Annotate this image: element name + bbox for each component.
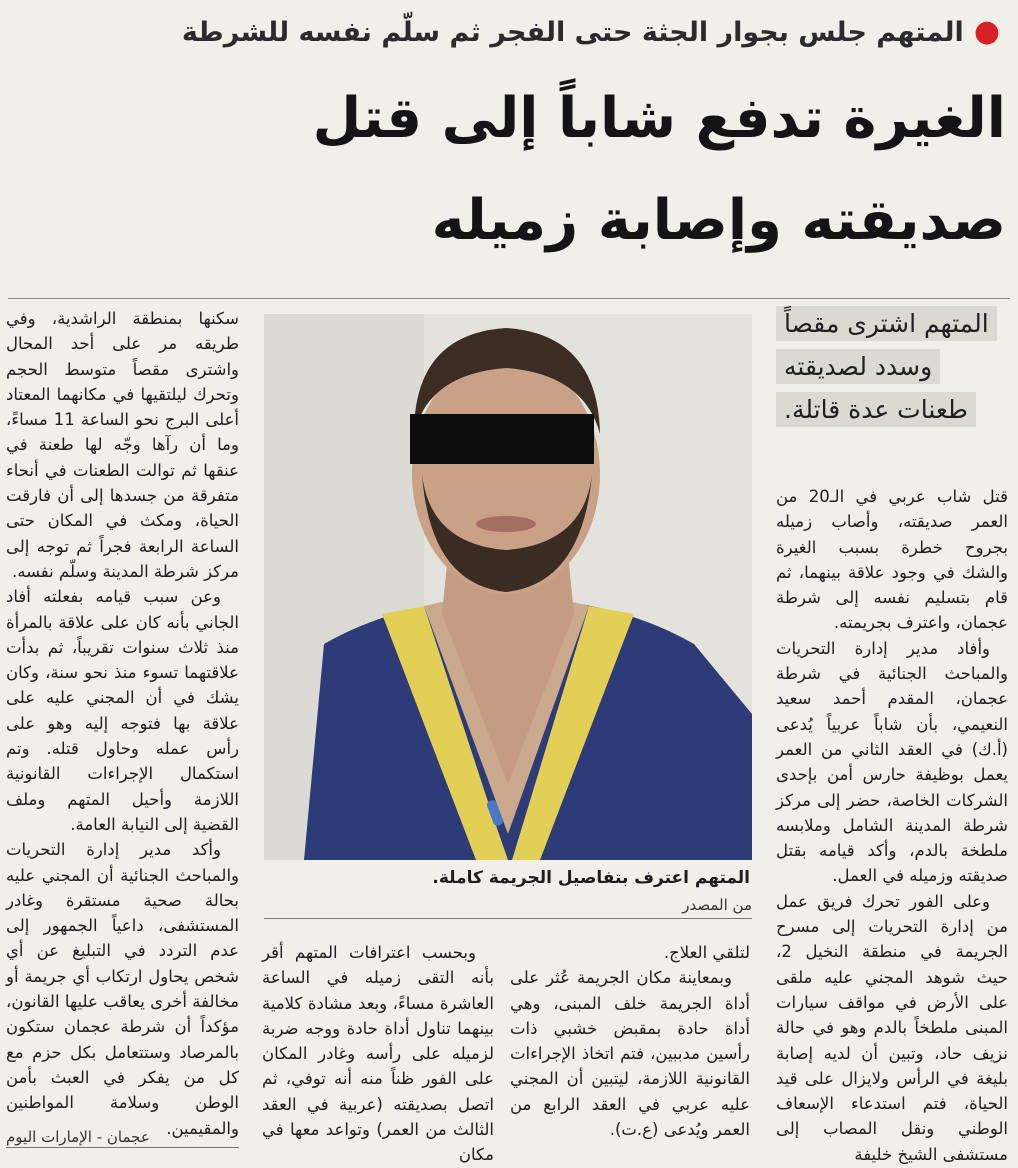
paragraph: وأكد مدير إدارة التحريات والمباحث الجنائية أن المجني عليه بحالة صحية مستقرة وغادر المستشفى، داعياً الجمهور إلى عدم التردد في التبليغ عن أي شخص يحاول ارتكاب أي جريمة أو مخالفة أخرى يعاقب عليها القانون، مؤكداً أن شرطة عجمان ستكون بالمرصاد وستتعامل بكل حزم مع كل من يفكر في العبث بأمن الوطن وسلامة المواطنين والمقيمين. — [6, 840, 239, 1138]
paragraph: وعن سبب قيامه بفعلته أفاد الجاني بأنه كان على علاقة بالمرأة منذ ثلاث سنوات تقريباً، ثم بدأت علاقتهما تسوء منذ نحو سنة، وكان يشك في أن المجني عليه على علاقة بها فتوجه إليه وهو على رأس عمله وحاول قتله. وتم استكمال الإجراءات القانونية اللازمة وأحيل المتهم وملف القضية إلى النيابة العامة. — [6, 587, 239, 834]
kicker-text: المتهم جلس بجوار الجثة حتى الفجر ثم سلّم نفسه للشرطة — [181, 17, 964, 48]
paragraph: قتل شاب عربي في الـ20 من العمر صديقته، وأصاب زميله بجروح خطرة بسبب الغيرة والشك في وجود علاقة بينهما، ثم قام بتسليم نفسه إلى شرطة عجمان، واعترف بجريمته. — [776, 487, 1008, 633]
byline: عجمان - الإمارات اليوم — [6, 1128, 239, 1148]
pull-quote-line: المتهم اشترى مقصاً — [776, 306, 997, 341]
headline-line-2: صديقته وإصابة زميله — [431, 188, 1006, 253]
pull-quote-line: وسدد لصديقته — [776, 349, 940, 384]
headline-line-1: الغيرة تدفع شاباً إلى قتل — [312, 86, 1006, 151]
paragraph: وبمعاينة مكان الجريمة عُثر على أداة الجريمة خلف المبنى، وهي أداة حادة بمقبض خشبي ذات رأسين مدببين، فتم اتخاذ الإجراءات القانونية اللازمة، ليتبين أن المجني عليه عربي في العقد الرابع من العمر ويُدعى (ع.ت). — [510, 968, 750, 1140]
body-column-left — [6, 306, 239, 1141]
body-column-mid-left — [262, 940, 494, 1168]
divider-rule — [8, 298, 1010, 299]
body-column-mid-right — [510, 940, 750, 1142]
bullet-dot-icon: ● — [973, 14, 1000, 49]
pull-quote-line: طعنات عدة قاتلة. — [776, 392, 976, 427]
paragraph: وعلى الفور تحرك فريق عمل من إدارة التحريات إلى مسرح الجريمة في منطقة النخيل 2، حيث شوهد المجني عليه ملقى على الأرض في مواقف سيارات المبنى ملطخاً بالدم وهو في حالة نزيف حاد، وتبين أن لديه إصابة بليغة في الرأس ولايزال على قيد الحياة، فتم استدعاء الإسعاف الوطني ونقل المصاب إلى مستشفى الشيخ خليفة — [776, 891, 1008, 1164]
photo-caption: المتهم اعترف بتفاصيل الجريمة كاملة. — [432, 868, 750, 888]
paragraph: سكنها بمنطقة الراشدية، وفي طريقه مر على أحد المحال واشترى مقصاً متوسط الحجم وتحرك ليلتقيها في مكانهما المعتاد أعلى البرج نحو الساعة 11 مساءً، وما أن رآها وجّه لها طعنة في عنقها ثم توالت الطعنات في أنحاء متفرقة من جسدها إلى أن فارقت الحياة، ومكث في المكان حتى الساعة الرابعة فجراً ثم توجه إلى مركز شرطة المدينة وسلّم نفسه. — [6, 309, 239, 581]
kicker-line — [18, 14, 1000, 49]
suspect-photo — [264, 314, 752, 860]
paragraph: وأفاد مدير إدارة التحريات والمباحث الجنائية في شرطة عجمان، المقدم أحمد سعيد النعيمي، بأن شاباً عربياً يُدعى (أ.ك) في العقد الثاني من العمر يعمل بوظيفة حارس أمن بإحدى الشركات الخاصة، حضر إلى مركز شرطة المدينة الشامل وملابسه ملطخة بالدم، وأكد قيامه بقتل صديقته وزميله في العمل. — [776, 638, 1008, 886]
body-column-right — [776, 484, 1008, 1167]
photo-credit: من المصدر — [264, 896, 752, 919]
paragraph: وبحسب اعترافات المتهم أقر بأنه التقى زميله في الساعة العاشرة مساءً، وبعد مشادة كلامية بينهما تناول أداة حادة ووجه ضربة لزميله على رأسه وغادر المكان على الفور ظناً منه أنه توفي، ثم اتصل بصديقته (عربية في العقد الثالث من العمر) وتواعد معها في مكان — [262, 943, 494, 1165]
suspect-portrait-image — [264, 314, 752, 860]
paragraph: لتلقي العلاج. — [663, 943, 750, 962]
pull-quote — [776, 306, 1008, 435]
